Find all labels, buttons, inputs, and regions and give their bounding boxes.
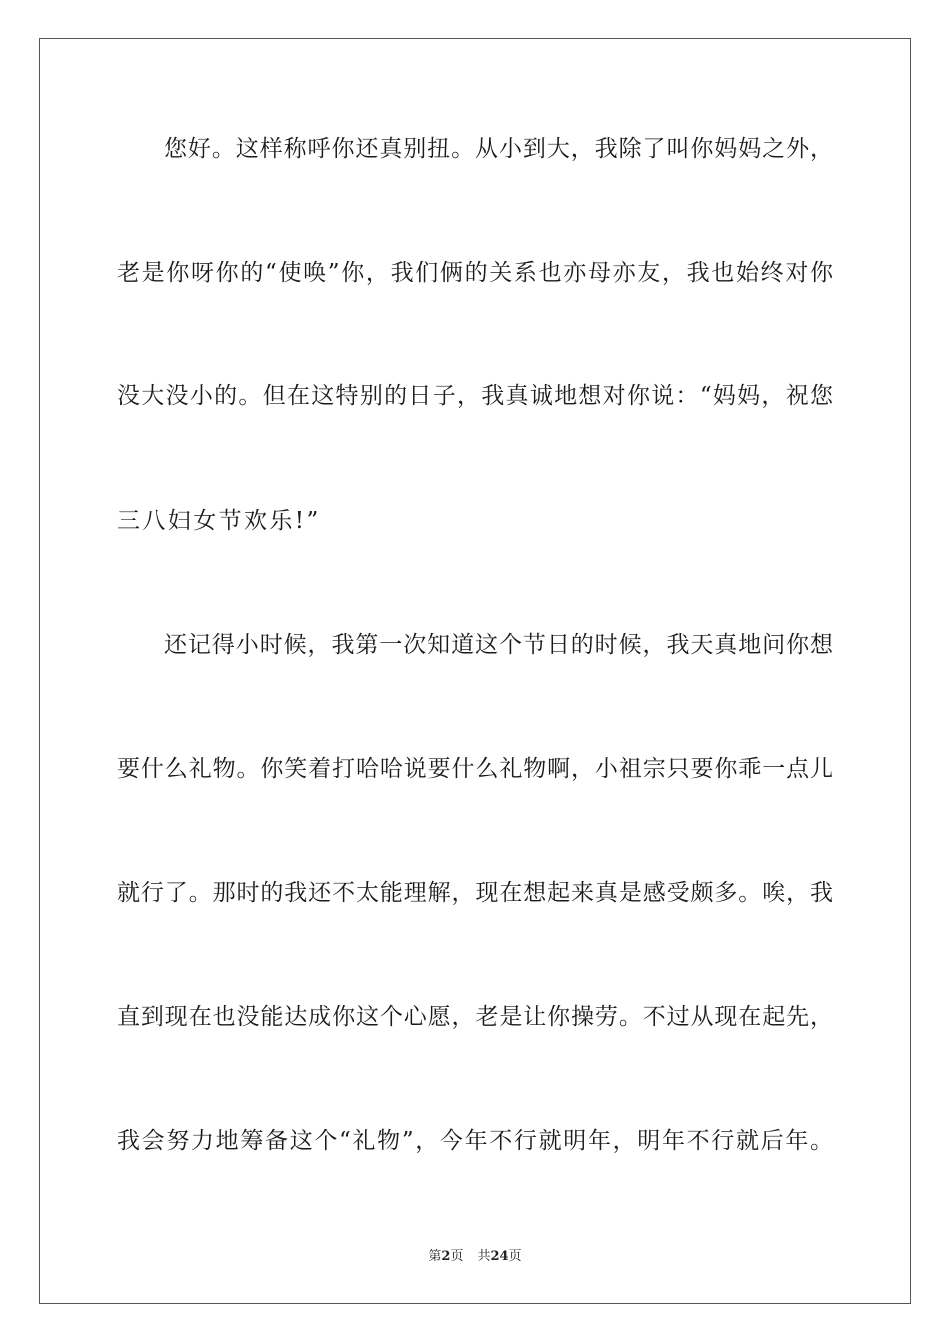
page-border <box>39 38 911 1304</box>
paragraph-2-line-3: 就行了。那时的我还不太能理解，现在想起来真是感受颇多。唉，我 <box>117 880 833 906</box>
current-page-number: 2 <box>441 1249 451 1264</box>
paragraph-1-line-2: 老是你呀你的“使唤”你，我们俩的关系也亦母亦友，我也始终对你 <box>117 260 833 286</box>
total-prefix: 共 <box>477 1249 491 1264</box>
page-footer <box>0 1248 950 1266</box>
paragraph-1-line-3: 没大没小的。但在这特别的日子，我真诚地想对你说：“妈妈，祝您 <box>117 383 833 409</box>
total-page-number: 24 <box>490 1249 509 1264</box>
page-prefix: 第 <box>428 1249 442 1264</box>
paragraph-1-line-4: 三八妇女节欢乐!” <box>117 508 321 534</box>
paragraph-2-line-1: 还记得小时候，我第一次知道这个节日的时候，我天真地问你想 <box>164 632 833 658</box>
paragraph-2-line-2: 要什么礼物。你笑着打哈哈说要什么礼物啊，小祖宗只要你乖一点儿 <box>117 756 833 782</box>
paragraph-1-line-1: 您好。这样称呼你还真别扭。从小到大，我除了叫你妈妈之外， <box>164 136 833 162</box>
paragraph-2-line-4: 直到现在也没能达成你这个心愿，老是让你操劳。不过从现在起先， <box>117 1004 833 1030</box>
paragraph-2-line-5: 我会努力地筹备这个“礼物”，今年不行就明年，明年不行就后年。 <box>117 1128 833 1154</box>
total-suffix: 页 <box>508 1249 522 1264</box>
page-suffix: 页 <box>450 1249 464 1264</box>
